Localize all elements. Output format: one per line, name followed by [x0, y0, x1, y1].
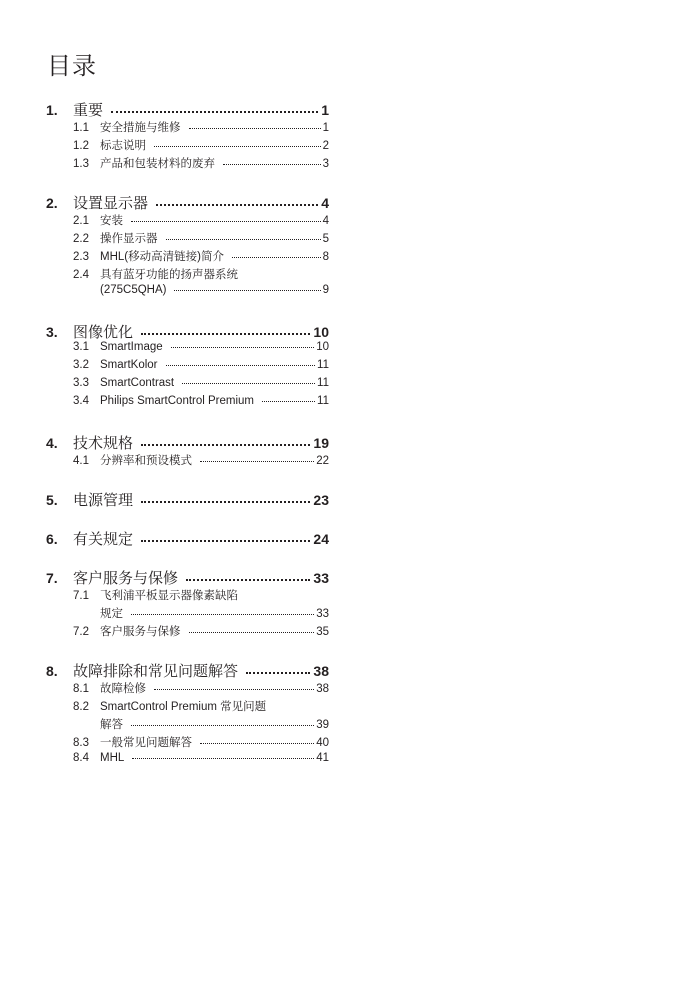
dot-leader: [246, 672, 310, 674]
page-number: 10: [316, 341, 329, 353]
dot-leader: [166, 239, 321, 240]
subsection-number: 1.2: [73, 140, 89, 152]
section-number: 1.: [46, 102, 58, 118]
dot-leader: [200, 743, 314, 744]
page-number: 33: [316, 608, 329, 620]
subsection-title: 一般常见问题解答: [100, 737, 192, 749]
section-title: 重要: [73, 102, 104, 119]
section-number: 3.: [46, 324, 58, 340]
toc-main-entry[interactable]: [46, 432, 329, 452]
toc-main-entry[interactable]: [46, 528, 329, 548]
toc-sub-entry[interactable]: [46, 119, 329, 137]
subsection-number: 8.1: [73, 683, 89, 695]
page-number: 4: [321, 195, 329, 211]
subsection-number: 7.1: [73, 590, 89, 602]
page-number: 40: [316, 737, 329, 749]
page-number: 10: [313, 324, 329, 340]
subsection-title: 飞利浦平板显示器像素缺陷: [100, 590, 238, 602]
page-number: 2: [322, 140, 329, 152]
subsection-number: 3.2: [73, 359, 89, 371]
dot-leader: [232, 257, 321, 258]
dot-leader: [166, 365, 316, 366]
subsection-number: 2.2: [73, 233, 89, 245]
dot-leader: [186, 579, 310, 581]
section-number: 2.: [46, 195, 58, 211]
toc-section: [46, 567, 329, 641]
table-of-contents: [46, 99, 329, 789]
subsection-title: 安全措施与维修: [100, 122, 181, 134]
section-title: 有关规定: [73, 531, 134, 548]
toc-section: [46, 432, 329, 470]
toc-main-entry[interactable]: [46, 660, 329, 680]
subsection-title: 分辨率和预设模式: [100, 455, 192, 467]
toc-sub-entry[interactable]: [46, 452, 329, 470]
page-number: 35: [316, 626, 329, 638]
dot-leader: [171, 347, 315, 348]
toc-sub-entry-continued[interactable]: [46, 605, 329, 623]
page-number: 38: [316, 683, 329, 695]
dot-leader: [223, 164, 321, 165]
subsection-number: 8.2: [73, 701, 89, 713]
dot-leader: [141, 501, 310, 503]
section-number: 6.: [46, 531, 58, 547]
toc-section: [46, 99, 329, 173]
subsection-title-continued: 解答: [100, 719, 123, 731]
subsection-number: 1.3: [73, 158, 89, 170]
subsection-title: SmartControl Premium 常见问题: [100, 701, 267, 713]
section-title: 客户服务与保修: [73, 570, 179, 587]
subsection-title: 故障检修: [100, 683, 146, 695]
section-title: 技术规格: [73, 435, 134, 452]
subsection-title: 客户服务与保修: [100, 626, 181, 638]
dot-leader: [154, 146, 321, 147]
subsection-number: 4.1: [73, 455, 89, 467]
dot-leader: [141, 444, 310, 446]
dot-leader: [156, 204, 318, 206]
section-number: 8.: [46, 663, 58, 679]
toc-main-entry[interactable]: [46, 489, 329, 509]
toc-main-entry[interactable]: [46, 192, 329, 212]
section-number: 4.: [46, 435, 58, 451]
page-number: 23: [313, 492, 329, 508]
toc-sub-entry[interactable]: [46, 752, 329, 770]
page-number: 3: [322, 158, 329, 170]
subsection-number: 3.4: [73, 395, 89, 407]
toc-sub-entry[interactable]: [46, 734, 329, 752]
dot-leader: [141, 540, 310, 542]
page-number: 11: [317, 359, 329, 371]
page-number: 24: [313, 531, 329, 547]
page-number: 39: [316, 719, 329, 731]
dot-leader: [174, 290, 320, 291]
toc-sub-entry[interactable]: [46, 341, 329, 359]
page-number: 38: [313, 663, 329, 679]
subsection-title: 安装: [100, 215, 123, 227]
toc-sub-entry[interactable]: [46, 266, 329, 284]
dot-leader: [131, 614, 314, 615]
subsection-number: 2.1: [73, 215, 89, 227]
dot-leader: [111, 111, 318, 113]
section-title: 电源管理: [73, 492, 134, 509]
section-title: 故障排除和常见问题解答: [73, 663, 239, 680]
page-title: 目录: [47, 53, 97, 80]
page-number: 33: [313, 570, 329, 586]
toc-sub-entry[interactable]: [46, 587, 329, 605]
toc-sub-entry-continued[interactable]: [46, 716, 329, 734]
page-number: 8: [322, 251, 329, 263]
section-number: 7.: [46, 570, 58, 586]
toc-sub-entry[interactable]: [46, 395, 329, 413]
toc-sub-entry[interactable]: [46, 137, 329, 155]
toc-main-entry[interactable]: [46, 321, 329, 341]
subsection-number: 3.3: [73, 377, 89, 389]
toc-main-entry[interactable]: [46, 567, 329, 587]
toc-sub-entry[interactable]: [46, 623, 329, 641]
dot-leader: [189, 128, 321, 129]
subsection-title: MHL(移动高清链接)简介: [100, 251, 224, 263]
section-title: 设置显示器: [73, 195, 149, 212]
page-number: 1: [321, 102, 329, 118]
subsection-number: 8.3: [73, 737, 89, 749]
subsection-title: 具有蓝牙功能的扬声器系统: [100, 269, 238, 281]
toc-section: [46, 660, 329, 770]
dot-leader: [141, 333, 310, 335]
subsection-number: 8.4: [73, 752, 89, 764]
subsection-number: 2.4: [73, 269, 89, 281]
toc-main-entry[interactable]: [46, 99, 329, 119]
toc-sub-entry[interactable]: [46, 230, 329, 248]
subsection-title: 操作显示器: [100, 233, 158, 245]
subsection-title-continued: 规定: [100, 608, 123, 620]
toc-sub-entry[interactable]: [46, 680, 329, 698]
toc-section: [46, 321, 329, 413]
dot-leader: [131, 221, 321, 222]
dot-leader: [182, 383, 315, 384]
subsection-number: 1.1: [73, 122, 89, 134]
toc-sub-entry[interactable]: [46, 248, 329, 266]
page-number: 4: [322, 215, 329, 227]
toc-sub-entry[interactable]: [46, 377, 329, 395]
subsection-number: 2.3: [73, 251, 89, 263]
dot-leader: [262, 401, 315, 402]
toc-sub-entry-continued[interactable]: [46, 284, 329, 302]
dot-leader: [131, 725, 314, 726]
subsection-title-continued: (275C5QHA): [100, 284, 167, 296]
dot-leader: [154, 689, 314, 690]
section-title: 图像优化: [73, 324, 134, 341]
dot-leader: [132, 758, 314, 759]
page-number: 9: [322, 284, 329, 296]
subsection-title: 产品和包装材料的废弃: [100, 158, 215, 170]
subsection-number: 3.1: [73, 341, 89, 353]
page-number: 5: [322, 233, 329, 245]
toc-section: [46, 489, 329, 509]
toc-sub-entry[interactable]: [46, 155, 329, 173]
subsection-title: 标志说明: [100, 140, 146, 152]
subsection-title: SmartImage: [100, 341, 163, 353]
page-number: 11: [317, 395, 329, 407]
page-number: 41: [316, 752, 329, 764]
toc-sub-entry[interactable]: [46, 359, 329, 377]
subsection-title: MHL: [100, 752, 125, 764]
toc-section: [46, 528, 329, 548]
dot-leader: [189, 632, 315, 633]
toc-section: [46, 192, 329, 302]
subsection-number: 7.2: [73, 626, 89, 638]
section-number: 5.: [46, 492, 58, 508]
page-number: 22: [316, 455, 329, 467]
subsection-title: Philips SmartControl Premium: [100, 395, 255, 407]
subsection-title: SmartContrast: [100, 377, 175, 389]
dot-leader: [200, 461, 314, 462]
page-number: 19: [313, 435, 329, 451]
subsection-title: SmartKolor: [100, 359, 158, 371]
page-number: 1: [322, 122, 329, 134]
toc-sub-entry[interactable]: [46, 698, 329, 716]
page-number: 11: [317, 377, 329, 389]
toc-sub-entry[interactable]: [46, 212, 329, 230]
